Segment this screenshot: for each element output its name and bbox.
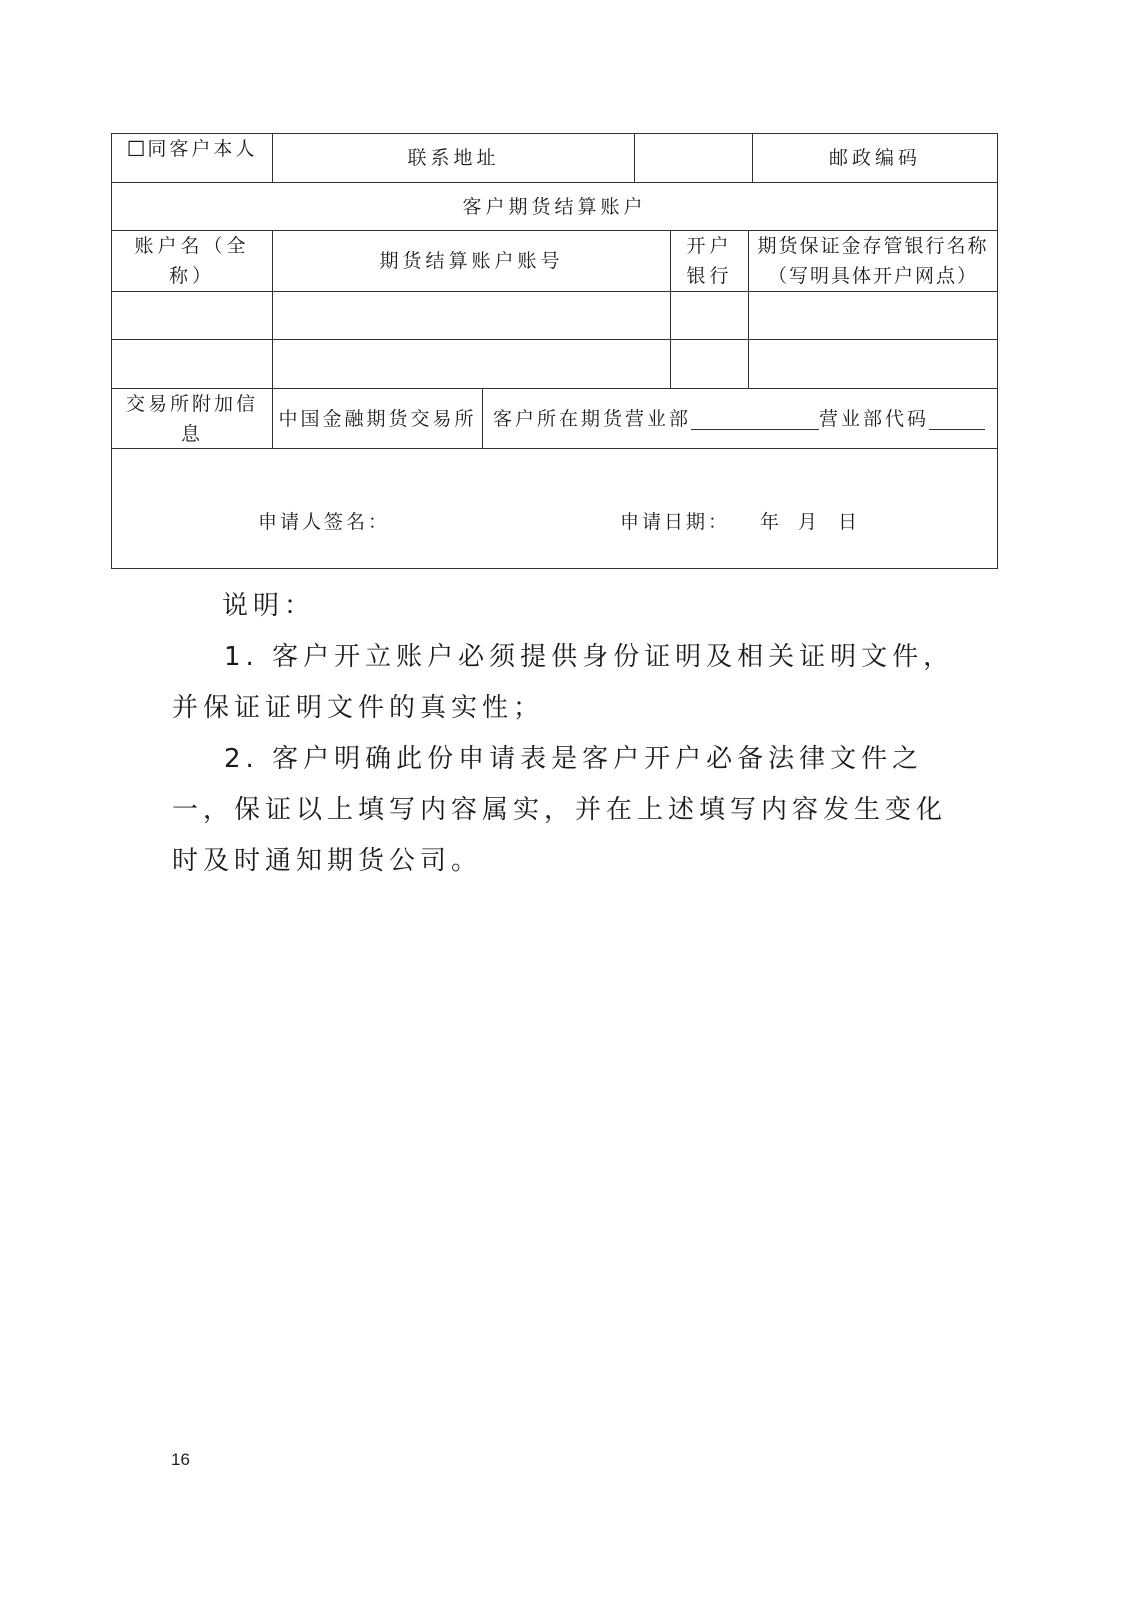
custody-bank-header (749, 231, 997, 291)
note-item-1: 1. 客户开立账户必须提供身份证明及相关证明文件，并保证证明文件的真实性； (172, 642, 955, 723)
signature-row (112, 449, 997, 568)
account-name-header (112, 231, 272, 291)
date-month-label: 月 (798, 511, 822, 533)
contact-address-value[interactable] (635, 134, 752, 182)
branch-input[interactable] (691, 407, 819, 430)
same-as-client-cell (112, 134, 272, 164)
table-border-bottom (111, 568, 998, 569)
exchange-info-line2: 息 (180, 422, 203, 445)
account-number-header (273, 231, 670, 291)
postal-code-header (753, 134, 997, 182)
contact-address-header (273, 134, 634, 182)
exchange-info-header (112, 389, 272, 448)
branch-code-label: 营业部代码 (819, 407, 930, 430)
account-name-input[interactable] (112, 292, 272, 339)
exchange-name (273, 389, 482, 448)
same-as-client-label: 同客户本人 (147, 138, 258, 160)
bank-header (671, 231, 748, 291)
signature-input[interactable] (374, 507, 604, 537)
custody-bank-line1: 期货保证金存管银行名称 (757, 235, 989, 257)
account-name-line2: 称） (168, 265, 215, 287)
bank-line2: 银行 (686, 265, 733, 287)
account-number-input[interactable] (273, 340, 670, 388)
date-year-label: 年 (760, 511, 784, 533)
account-name-input[interactable] (112, 340, 272, 388)
date-label: 申请日期： (620, 511, 731, 533)
account-number-input[interactable] (273, 292, 670, 339)
bank-line1: 开户 (686, 235, 733, 257)
exchange-name-label: 中国金融期货交易所 (278, 407, 477, 430)
table-border-right (997, 133, 998, 569)
account-number-label: 期货结算账户账号 (379, 250, 564, 272)
section-title-label: 客户期货结算账户 (462, 195, 647, 218)
exchange-info-line1: 交易所附加信 (125, 392, 258, 415)
account-name-line1: 账户名（全 (134, 235, 250, 257)
branch-label: 客户所在期货营业部 (493, 407, 692, 430)
bank-input[interactable] (671, 292, 748, 339)
bank-input[interactable] (671, 340, 748, 388)
custody-bank-input[interactable] (749, 340, 997, 388)
notes-heading: 说明： (222, 591, 316, 621)
branch-code-input[interactable] (929, 407, 985, 430)
postal-code-label: 邮政编码 (828, 147, 921, 169)
checkbox-icon[interactable]: ☐ (126, 137, 146, 161)
custody-bank-line2: （写明具体开户网点） (767, 265, 978, 287)
date-day-label: 日 (838, 511, 862, 533)
section-title (112, 183, 997, 230)
contact-address-label: 联系地址 (407, 147, 500, 169)
signature-label: 申请人签名： (258, 511, 391, 533)
custody-bank-input[interactable] (749, 292, 997, 339)
page-number: 16 (171, 1450, 190, 1469)
note-item-2: 2. 客户明确此份申请表是客户开户必备法律文件之一，保证以上填写内容属实，并在上述填写内容发生变化时及时通知期货公司。 (172, 744, 948, 876)
branch-info (483, 389, 997, 448)
